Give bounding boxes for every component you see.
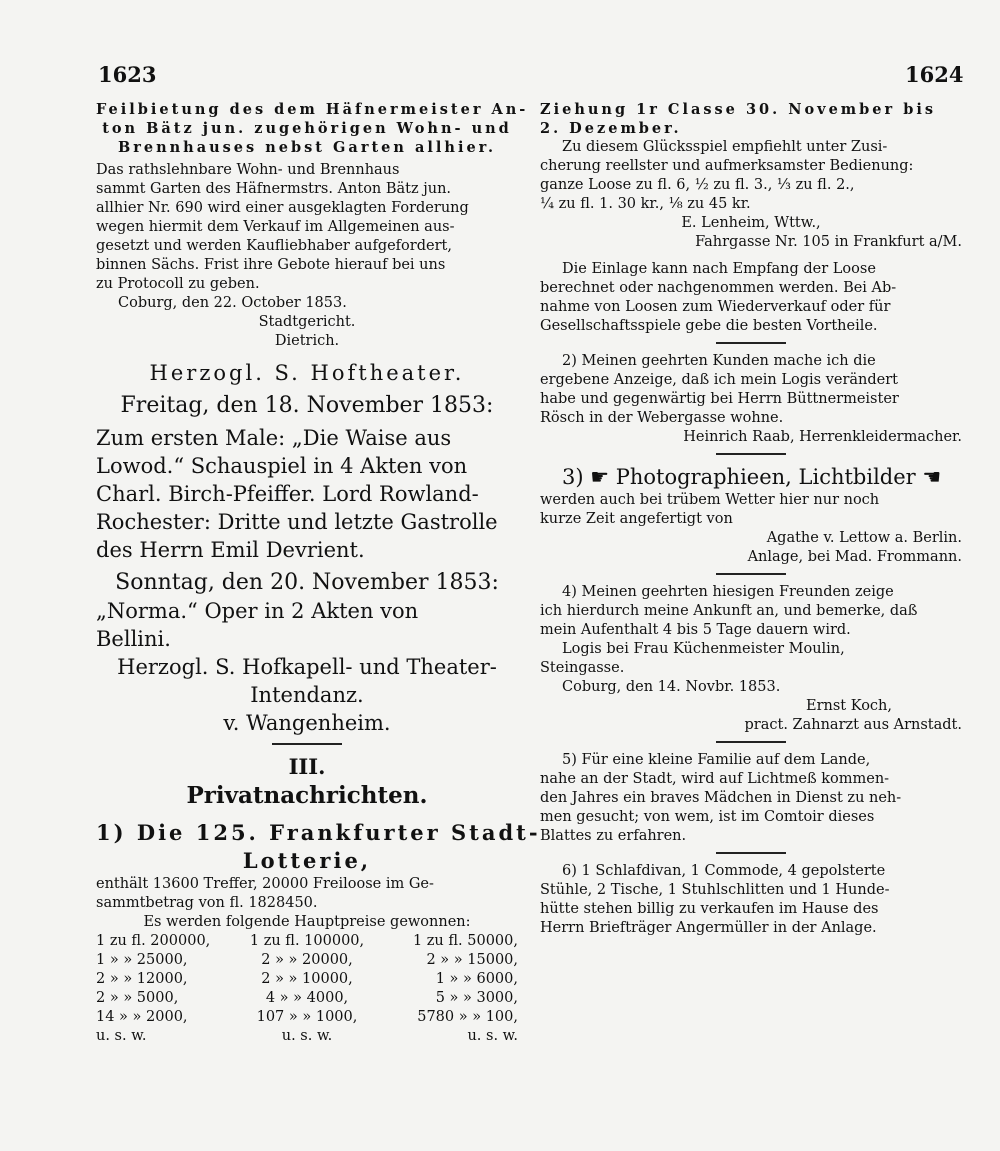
prize-cell: 2 » » 20000, (261, 952, 353, 968)
prize-cell: 1 » » 25000, (96, 952, 188, 968)
ad-5 (540, 751, 962, 846)
ad4-line: 4) Meinen geehrten hiesigen Freunden zeige (562, 584, 894, 600)
draw-note-line: Die Einlage kann nach Empfang der Loose (562, 261, 876, 277)
ad4-line: ich hierdurch meine Ankunft an, und bemerke, daß (540, 603, 918, 619)
ad-divider (716, 453, 786, 455)
lottery-text-line: enthält 13600 Treffer, 20000 Freiloose im Ge- (96, 876, 434, 892)
ad6-line: Stühle, 2 Tische, 1 Stuhlschlitten und 1 Hunde- (540, 882, 890, 898)
prize-cell: u. s. w. (96, 1028, 147, 1044)
draw-note-line: Gesellschaftsspiele gebe die besten Vortheile. (540, 318, 878, 334)
intendanz-line: Intendanz. (250, 683, 364, 707)
sunday-heading: Sonntag, den 20. November 1853: (115, 570, 499, 595)
notice-title-line: ton Bätz jun. zugehörigen Wohn- und (102, 120, 512, 137)
ad4-line: mein Aufenthalt 4 bis 5 Tage dauern wird. (540, 622, 851, 638)
ad-divider (716, 741, 786, 743)
auction-notice (96, 100, 529, 351)
notice-authority: Stadtgericht. (258, 314, 356, 330)
section-divider (272, 743, 342, 745)
right-column (540, 100, 962, 938)
prize-row (96, 989, 518, 1008)
prize-row (96, 970, 518, 989)
draw-line: Ziehung 1r Classe 30. November bis (540, 101, 937, 118)
ad-3 (540, 463, 962, 567)
ad-2 (540, 352, 962, 447)
prize-cell: 1 zu fl. 100000, (249, 933, 365, 949)
ad4-logis-line: Steingasse. (540, 660, 625, 676)
prize-cell: 1 zu fl. 200000, (96, 933, 211, 949)
prize-cell: 2 » » 10000, (261, 971, 353, 987)
ad-divider (716, 573, 786, 575)
friday-text-line: Zum ersten Male: „Die Waise aus (96, 426, 452, 450)
prize-table (96, 932, 518, 1046)
ad2-line: 2) Meinen geehrten Kunden mache ich die (562, 353, 876, 369)
ad-4 (540, 583, 962, 735)
ad5-line: men gesucht; von wem, ist im Comtoir dieses (540, 809, 875, 825)
notice-body-line: Das rathslehnbare Wohn- und Brennhaus (96, 162, 400, 178)
lottery-text-line: sammtbetrag von fl. 1828450. (96, 895, 318, 911)
prize-cell: 4 » » 4000, (265, 990, 349, 1006)
prize-row (96, 951, 518, 970)
draw-note-line: nahme von Loosen zum Wiederverkauf oder für (540, 299, 891, 315)
ad3-line: werden auch bei trübem Wetter hier nur noch (540, 492, 880, 508)
draw-body-line: ganze Loose zu fl. 6, ½ zu fl. 3., ⅓ zu fl. 2., (540, 177, 855, 193)
ad3-heading: 3) ☛ Photographieen, Lichtbilder ☚ (562, 465, 942, 489)
ad5-line: nahe an der Stadt, wird auf Lichtmeß kommen- (540, 771, 890, 787)
page-number-right: 1624 (905, 62, 964, 87)
section-number: III. (288, 754, 326, 779)
intendanz-line: Herzogl. S. Hofkapell- und Theater- (117, 655, 497, 679)
section-title: Privatnachrichten. (186, 782, 428, 809)
notice-signature: Dietrich. (274, 333, 340, 349)
ad3-place: Anlage, bei Mad. Frommann. (747, 549, 962, 565)
ad6-line: hütte stehen billig zu verkaufen im Hause des (540, 901, 879, 917)
prize-cell: 1 zu fl. 50000, (412, 933, 518, 949)
draw-body-line: cherung reellster und aufmerksamster Bedienung: (540, 158, 914, 174)
notice-title-line: Feilbietung des dem Häfnermeister An- (96, 101, 529, 118)
ad4-title: pract. Zahnarzt aus Arnstadt. (744, 717, 962, 733)
prize-cell: 5 » » 3000, (435, 990, 518, 1006)
ad6-line: 6) 1 Schlafdivan, 1 Commode, 4 gepolsterte (562, 863, 886, 879)
draw-body-line: Zu diesem Glücksspiel empfiehlt unter Zusi- (562, 139, 888, 155)
notice-body-line: gesetzt und werden Kaufliebhaber aufgefordert, (96, 238, 452, 254)
ad4-date: Coburg, den 14. Novbr. 1853. (562, 679, 781, 695)
draw-body-line: ¼ zu fl. 1. 30 kr., ⅛ zu 45 kr. (540, 196, 751, 212)
ad2-line: habe und gegenwärtig bei Herrn Büttnermeister (540, 391, 899, 407)
ad2-line: Rösch in der Webergasse wohne. (540, 410, 784, 426)
notice-body-line: sammt Garten des Häfnermstrs. Anton Bätz jun. (96, 181, 452, 197)
ad4-logis-line: Logis bei Frau Küchenmeister Moulin, (562, 641, 845, 657)
ad-divider (716, 852, 786, 854)
lottery-title-line: Lotterie, (242, 848, 372, 873)
prize-row (96, 932, 518, 951)
theater-heading: Herzogl. S. Hoftheater. (149, 361, 465, 385)
prize-row (96, 1027, 518, 1046)
notice-body-line: binnen Sächs. Frist ihre Gebote hierauf bei uns (96, 257, 446, 273)
notice-body-line: allhier Nr. 690 wird einer ausgeklagten Forderung (96, 200, 469, 216)
ad5-line: Blattes zu erfahren. (540, 828, 687, 844)
ad3-name: Agathe v. Lettow a. Berlin. (766, 530, 962, 546)
ad2-line: ergebene Anzeige, daß ich mein Logis verändert (540, 372, 898, 388)
prize-row (96, 1008, 518, 1027)
ad5-line: den Jahres ein braves Mädchen in Dienst zu neh- (540, 790, 902, 806)
friday-heading: Freitag, den 18. November 1853: (120, 393, 494, 418)
prize-cell: 14 » » 2000, (96, 1009, 188, 1025)
prize-cell: u. s. w. (281, 1028, 333, 1044)
page-number-left: 1623 (98, 62, 157, 87)
notice-date: Coburg, den 22. October 1853. (118, 295, 347, 311)
friday-text-line: Charl. Birch-Pfeiffer. Lord Rowland- (96, 482, 479, 506)
prize-cell: 107 » » 1000, (256, 1009, 358, 1025)
sunday-text-line: „Norma.“ Oper in 2 Akten von (96, 599, 419, 623)
intendant-name: v. Wangenheim. (223, 711, 391, 735)
friday-text-line: des Herrn Emil Devrient. (96, 538, 365, 562)
theater-announcement (96, 359, 518, 737)
ad4-name: Ernst Koch, (806, 698, 892, 714)
left-column (96, 100, 541, 1046)
ad2-signature: Heinrich Raab, Herrenkleidermacher. (683, 429, 962, 445)
prize-cell: 2 » » 5000, (96, 990, 179, 1006)
vendor-address: Fahrgasse Nr. 105 in Frankfurt a/M. (695, 234, 962, 250)
friday-text-line: Rochester: Dritte und letzte Gastrolle (96, 510, 498, 534)
prize-cell: 1 » » 6000, (435, 971, 518, 987)
draw-line: 2. Dezember. (540, 120, 682, 137)
ad6-line: Herrn Briefträger Angermüller in der Anlage. (540, 920, 877, 936)
lottery-ad-continued (540, 100, 962, 336)
vendor-name: E. Lenheim, Wttw., (681, 215, 821, 231)
prize-cell: 2 » » 15000, (426, 952, 518, 968)
notice-body-line: wegen hiermit dem Verkauf im Allgemeinen aus- (96, 219, 455, 235)
prize-cell: 2 » » 12000, (96, 971, 188, 987)
notice-title-line: Brennhauses nebst Garten allhier. (117, 139, 497, 156)
sunday-text-line: Bellini. (96, 627, 171, 651)
lottery-ad (96, 819, 541, 1046)
prize-cell: 5780 » » 100, (417, 1009, 518, 1025)
friday-text-line: Lowod.“ Schauspiel in 4 Akten von (96, 454, 468, 478)
prize-cell: u. s. w. (467, 1028, 518, 1044)
ad-divider (716, 342, 786, 344)
prizes-intro: Es werden folgende Hauptpreise gewonnen: (143, 914, 471, 930)
ad5-line: 5) Für eine kleine Familie auf dem Lande, (562, 752, 871, 768)
draw-note-line: berechnet oder nachgenommen werden. Bei Ab- (540, 280, 897, 296)
notice-body-line: zu Protocoll zu geben. (96, 276, 260, 292)
ad-6 (540, 862, 962, 938)
ad3-line: kurze Zeit angefertigt von (540, 511, 733, 527)
lottery-title-line: 1) Die 125. Frankfurter Stadt- (96, 820, 541, 845)
